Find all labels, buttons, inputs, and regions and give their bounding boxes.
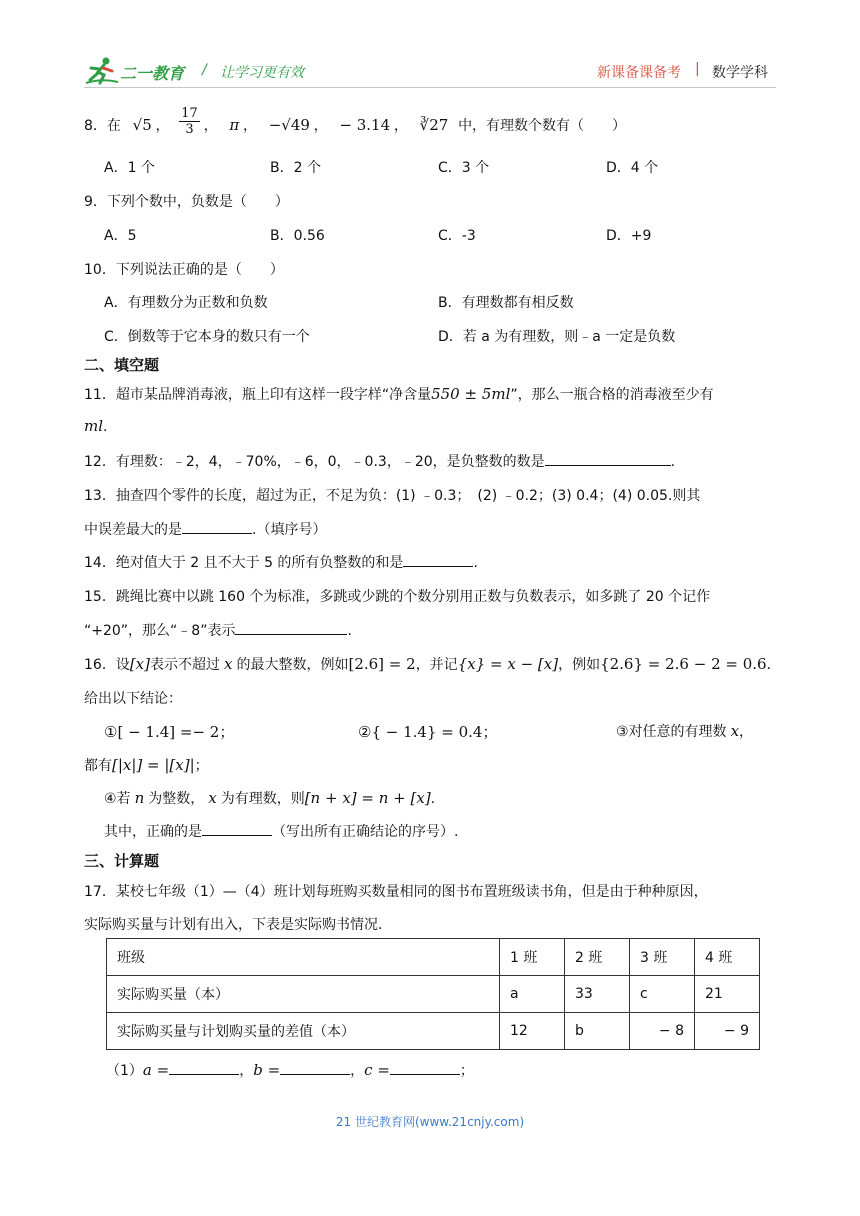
q9-option-a[interactable]: A．5 [104, 228, 137, 244]
q8-neg-sqrt49: −√49 [268, 116, 310, 134]
q17-comma-1: ， [239, 1063, 254, 1079]
table-header-cell: 1 班 [500, 939, 565, 976]
q8-comma-3: ， [242, 118, 257, 134]
q17-comma-2: ， [350, 1063, 365, 1079]
section-2-heading: 二、填空题 [84, 356, 160, 374]
q8-option-d[interactable]: D．4 个 [606, 160, 659, 176]
q16-line-1f: . [766, 657, 772, 673]
q16-conclusion-4 [104, 788, 435, 808]
q16-c3-math: x [730, 722, 740, 740]
q11-unit: ml [84, 417, 104, 435]
q16-c4-math-2: x [208, 789, 217, 807]
q8-fraction [179, 106, 200, 137]
q16-conclusion-2: ②{ − 1.4} = 0.4； [358, 723, 498, 741]
q8-comma-1: ， [155, 118, 170, 134]
table-cell: a [500, 976, 565, 1013]
q9-stem: 9．下列个数中，负数是（ ） [84, 194, 289, 210]
q16-answer-blank[interactable] [202, 821, 272, 836]
q8-option-a[interactable]: A．1 个 [104, 160, 155, 176]
table-cell: − 9 [695, 1013, 760, 1050]
logo-text: 二一教育 [120, 64, 185, 83]
q8-number: 8．在 [84, 118, 121, 134]
q11-math: 550 ± 5ml [431, 385, 511, 403]
table-cell: − 8 [630, 1013, 695, 1050]
q16-answer-a: 其中，正确的是 [104, 824, 202, 840]
q8-comma-5: ， [393, 118, 408, 134]
q11-line-1 [84, 384, 714, 404]
q16-math-3: [2.6] = 2 [348, 655, 416, 673]
q17-a-blank[interactable] [169, 1060, 239, 1075]
q11-line-2 [84, 417, 107, 436]
q14-end: . [473, 555, 478, 571]
runner-logo-icon [84, 56, 120, 86]
q17-table [106, 938, 760, 1050]
header-right-title: 新课备课备考 [597, 65, 681, 81]
q13-line-2 [84, 519, 326, 539]
q16-line-1a: 16．设 [84, 657, 130, 673]
header-divider: | [695, 61, 700, 77]
q12-answer-blank[interactable] [545, 451, 671, 466]
q10-option-d[interactable]: D．若 a 为有理数，则﹣a 一定是负数 [438, 329, 676, 345]
q16-line-1b: 表示不超过 [150, 657, 220, 673]
q14-text: 14．绝对值大于 2 且不大于 5 的所有负整数的和是 [84, 555, 404, 571]
q15-line-2 [84, 620, 352, 640]
q15-line-2b: . [347, 623, 352, 639]
q16-c4-c: 为有理数，则 [220, 791, 305, 807]
table-cell: 12 [500, 1013, 565, 1050]
q16-answer-b: （写出所有正确结论的序号）. [272, 824, 459, 840]
q16-c3-b: ， [739, 724, 754, 740]
q8-sqrt5: √5 [132, 116, 152, 134]
section-3-heading: 三、计算题 [84, 852, 160, 870]
logo [84, 56, 204, 86]
table-header-cell: 3 班 [630, 939, 695, 976]
q15-line-1: 15．跳绳比赛中以跳 160 个为标准，多跳或少跳的个数分别用正数与负数表示，如多跳了 20 个记作 [84, 589, 711, 605]
q11-part-2: ”，那么一瓶合格的消毒液至少有 [510, 387, 714, 403]
q8-comma-4: ， [313, 118, 328, 134]
q8-cbrt27: ∛27 [419, 116, 449, 134]
q9-option-b[interactable]: B．0.56 [270, 228, 325, 244]
q16-c4-b: 为整数， [148, 791, 205, 807]
footer[interactable]: 21 世纪教育网(www.21cnjy.com) [335, 1115, 525, 1129]
q8-frac-den: 3 [185, 122, 194, 138]
q16-math-1: [x] [129, 655, 150, 673]
slogan-slash: / [202, 62, 207, 78]
q17-line-2: 实际购买量与计划有出入，下表是实际购书情况. [84, 917, 383, 933]
question-14 [84, 552, 478, 572]
q9-option-c[interactable]: C．-3 [438, 228, 476, 244]
table-header-cell: 班级 [107, 939, 500, 976]
q13-answer-blank[interactable] [182, 519, 252, 534]
q17-sub-1-label: （1） [106, 1063, 143, 1079]
q16-c3-a: ③对任意的有理数 [616, 724, 727, 740]
q16-math-5: {2.6} = 2.6 − 2 = 0.6 [600, 655, 767, 673]
table-header-row [107, 939, 760, 976]
q16-line-2: 给出以下结论： [84, 691, 182, 707]
q16-line-4a: 都有 [84, 758, 112, 774]
q8-tail: 中，有理数个数有（ ） [458, 118, 627, 134]
q11-part-1: 11．超市某品牌消毒液，瓶上印有这样一段字样“净含量 [84, 387, 432, 403]
q14-answer-blank[interactable] [403, 552, 473, 567]
q13-line-2b: .（填序号） [252, 522, 327, 538]
q16-line-1e: ，例如 [558, 657, 601, 673]
q9-option-d[interactable]: D．+9 [606, 228, 652, 244]
q12-end: . [670, 454, 676, 470]
q16-conclusion-3 [616, 721, 753, 741]
table-header-cell: 2 班 [565, 939, 630, 976]
q8-option-b[interactable]: B．2 个 [270, 160, 321, 176]
q16-line-4-math: [|x|] = |[x]| [112, 756, 195, 774]
q8-comma-2: ， [203, 118, 218, 134]
q16-line-4b: ； [194, 758, 209, 774]
q16-line-1d: ，并记 [415, 657, 458, 673]
table-cell: 实际购买量（本） [107, 976, 500, 1013]
header-divider-line [84, 87, 776, 88]
q17-sub-1 [106, 1060, 474, 1080]
table-cell: 21 [695, 976, 760, 1013]
q8-pi: π [229, 116, 240, 134]
q10-option-b[interactable]: B．有理数都有相反数 [438, 295, 574, 311]
q16-conclusion-1: ①[ − 1.4] =− 2； [104, 723, 235, 741]
q10-option-c[interactable]: C．倒数等于它本身的数只有一个 [104, 329, 310, 345]
table-row [107, 1013, 760, 1050]
q13-line-2a: 中误差最大的是 [84, 522, 182, 538]
q12-text: 12．有理数：﹣2，4，﹣70%，﹣6，0，﹣0.3，﹣20，是负整数的数是 [84, 454, 545, 470]
q8-frac-num: 17 [181, 106, 198, 122]
q13-line-1: 13．抽查四个零件的长度，超过为正，不足为负：(1) ﹣0.3； (2) ﹣0.2；(3) 0.4；(4) 0.05.则其 [84, 488, 701, 504]
table-cell: 实际购买量与计划购买量的差值（本） [107, 1013, 500, 1050]
q16-line-1c: 的最大整数，例如 [236, 657, 349, 673]
q11-end: . [103, 419, 108, 435]
q16-answer-line [104, 821, 458, 841]
q17-c-blank[interactable] [390, 1060, 460, 1075]
q16-line-4 [84, 755, 209, 775]
q15-answer-blank[interactable] [235, 620, 347, 635]
q16-math-2: x [224, 655, 233, 673]
q17-c-eq: c = [364, 1061, 390, 1079]
slogan: 让学习更有效 [220, 65, 304, 81]
question-12 [84, 451, 675, 471]
q8-neg-3-14: − 3.14 [339, 116, 391, 134]
q10-stem: 10．下列说法正确的是（ ） [84, 262, 284, 278]
q16-c4-math-1: n [134, 789, 145, 807]
q10-option-a[interactable]: A．有理数分为正数和负数 [104, 295, 268, 311]
q16-math-4: {x} = x − [x] [457, 655, 559, 673]
table-header-cell: 4 班 [695, 939, 760, 976]
table-cell: 33 [565, 976, 630, 1013]
table-cell: b [565, 1013, 630, 1050]
q16-line-1 [84, 654, 771, 674]
q15-line-2a: “+20”，那么“﹣8”表示 [84, 623, 236, 639]
q17-a-eq: a = [142, 1061, 170, 1079]
q17-sub-1-end: ； [459, 1063, 474, 1079]
q17-b-blank[interactable] [280, 1060, 350, 1075]
header-subject: 数学学科 [712, 65, 768, 81]
q8-option-c[interactable]: C．3 个 [438, 160, 490, 176]
table-row [107, 976, 760, 1013]
q16-c4-a: ④若 [104, 791, 131, 807]
q16-c4-math-3: [n + x] = n + [x] [304, 789, 431, 807]
table-cell: c [630, 976, 695, 1013]
question-8-stem [84, 106, 627, 138]
q17-b-eq: b = [253, 1061, 281, 1079]
q17-line-1: 17．某校七年级（1）—（4）班计划每班购买数量相同的图书布置班级读书角，但是由于种种原因， [84, 884, 708, 900]
q16-c4-d: . [430, 791, 436, 807]
